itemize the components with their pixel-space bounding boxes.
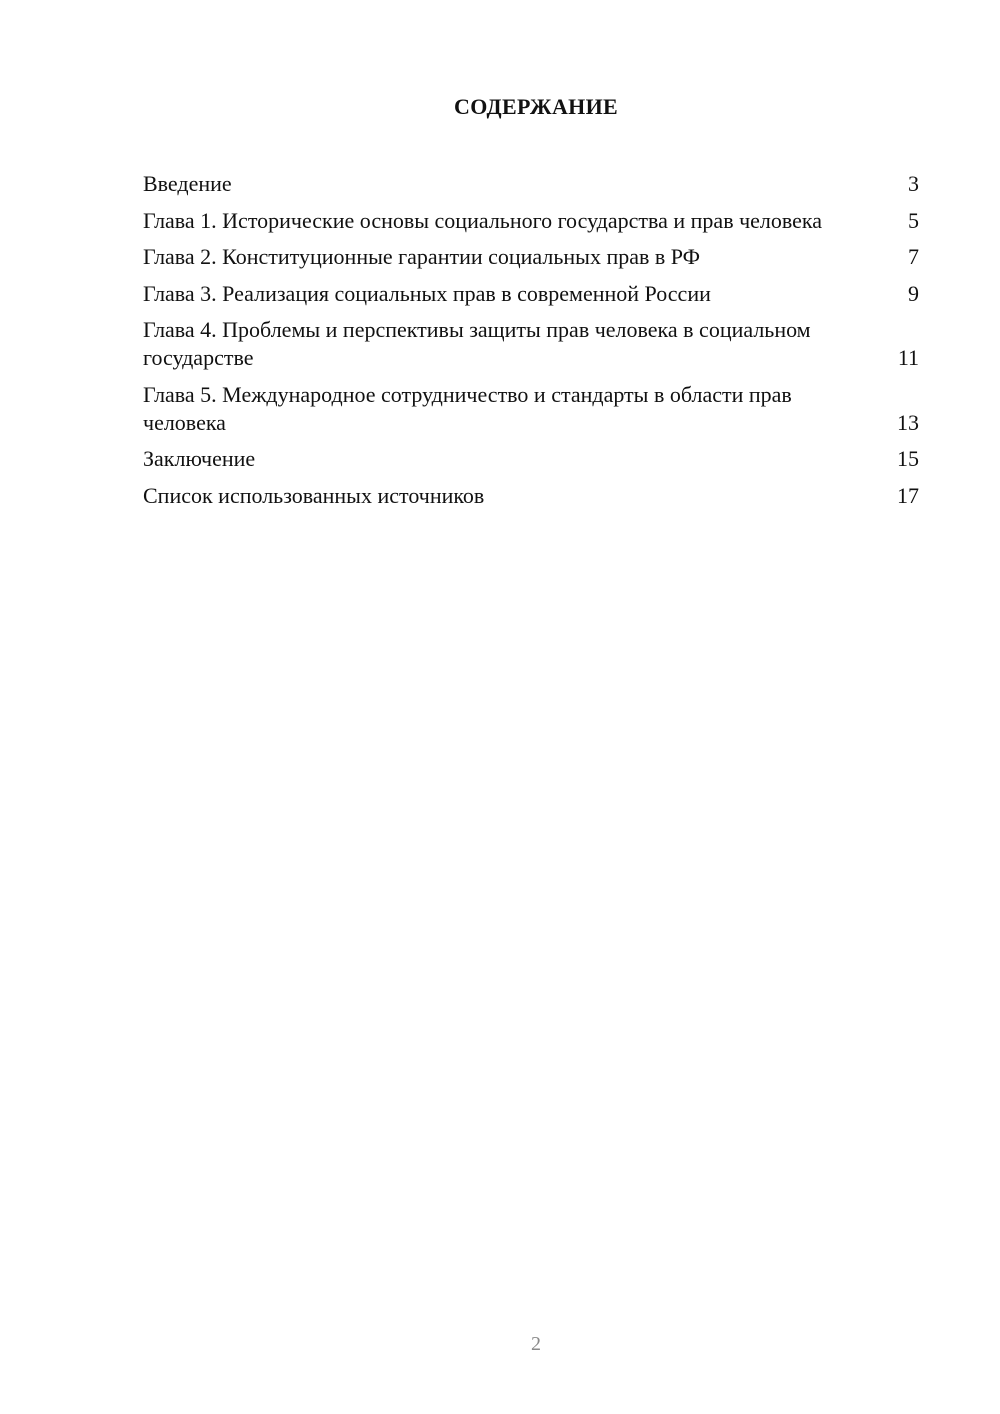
toc-entry-text: Введение bbox=[143, 171, 232, 196]
toc-title: СОДЕРЖАНИЕ bbox=[454, 94, 618, 119]
toc-entry-conclusion bbox=[143, 445, 919, 473]
toc-entry-chapter-4 bbox=[143, 316, 919, 372]
toc-entry-page: 3 bbox=[908, 171, 919, 196]
toc-entry-page: 7 bbox=[908, 244, 919, 269]
toc-entry-page: 13 bbox=[897, 409, 919, 435]
toc-entry-references bbox=[143, 482, 919, 510]
toc-entry-page: 15 bbox=[897, 446, 919, 471]
toc-entry-chapter-2 bbox=[143, 243, 919, 271]
toc-entry-text: Глава 3. Реализация социальных прав в современной России bbox=[143, 280, 711, 306]
toc-entry-text: Список использованных источников bbox=[143, 482, 485, 508]
toc-entry-introduction bbox=[143, 170, 919, 198]
toc-entry-text: Глава 1. Исторические основы социального государства и прав человека bbox=[143, 207, 823, 233]
toc-entry-page: 9 bbox=[908, 280, 919, 306]
toc-entry-chapter-3 bbox=[143, 280, 919, 308]
toc-entry-page: 11 bbox=[897, 345, 919, 370]
toc-entry-text: Глава 5. Международное сотрудничество и стандарты в области прав человека bbox=[143, 381, 792, 435]
toc-entry-text: Глава 2. Конституционные гарантии социальных прав в РФ bbox=[143, 244, 701, 269]
toc-entry-page: 5 bbox=[908, 207, 919, 233]
toc-entry-chapter-5 bbox=[143, 381, 919, 437]
page-number: 2 bbox=[531, 1333, 541, 1355]
toc-entry-chapter-1 bbox=[143, 207, 919, 235]
toc-entry-text: Глава 4. Проблемы и перспективы защиты прав человека в социальном государстве bbox=[143, 317, 811, 370]
toc-entry-page: 17 bbox=[897, 482, 919, 508]
toc-entry-text: Заключение bbox=[143, 446, 256, 471]
table-of-contents bbox=[143, 170, 919, 518]
